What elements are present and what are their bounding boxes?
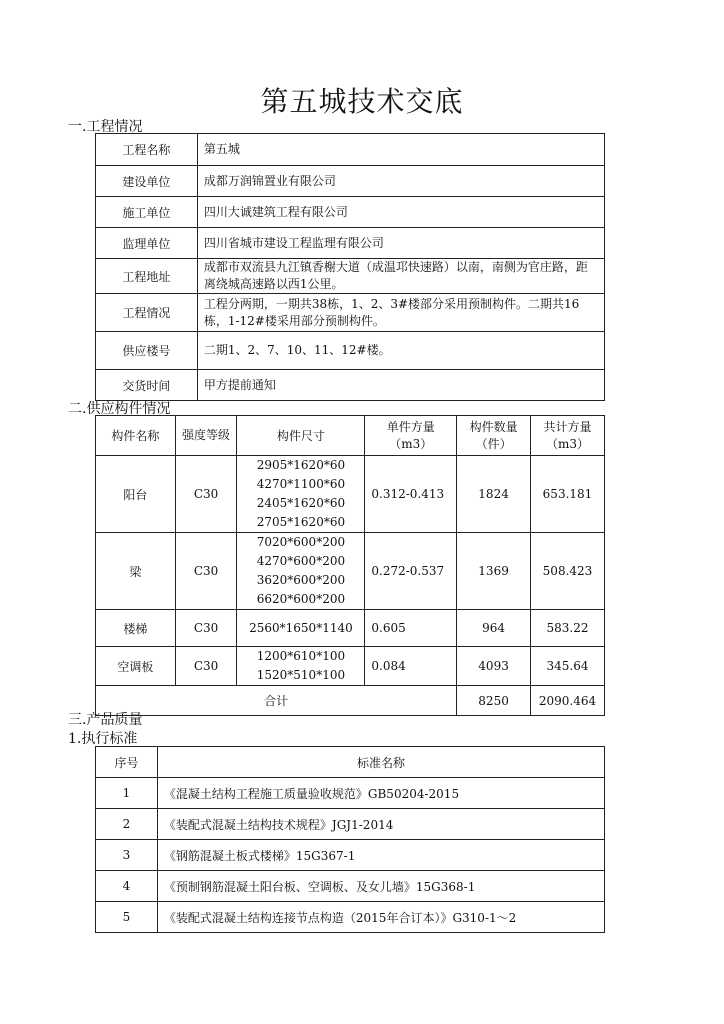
section-heading-project: 一.工程情况 [68,119,143,135]
standards-table [95,746,605,933]
row-value: 成都市双流县九江镇香榭大道（成温邛快速路）以南，南侧为官庄路，距离绕城高速路以西1公里。 [197,259,604,294]
component-size: 1200*610*100 [256,649,346,663]
standard-name: 《预制钢筋混凝土阳台板、空调板、及女儿墙》15G368-1 [157,871,604,902]
table-row [96,294,605,332]
component-grade: C30 [175,533,237,610]
component-size: 2560*1650*1140 [249,620,353,635]
standard-no: 1 [96,778,158,809]
project-info-table [95,133,605,401]
total-volume: 508.423 [530,533,604,610]
row-label: 工程情况 [96,294,198,332]
component-grade: C30 [175,610,237,647]
table-row [96,456,605,533]
row-label: 施工单位 [96,197,198,228]
component-size: 2905*1620*60 [256,458,346,472]
header-component-count [457,416,531,456]
header-component-size: 构件尺寸 [237,416,365,456]
total-volume: 345.64 [530,647,604,686]
unit-volume: 0.272-0.537 [365,533,457,610]
page-title: 第五城技术交底 [260,85,464,118]
component-name: 阳台 [96,456,176,533]
component-grade: C30 [175,647,237,686]
standard-no: 2 [96,809,158,840]
header-total-label: 共计方量 [543,419,592,434]
header-unit-volume-label: 单件方量 [386,419,435,434]
row-label: 工程名称 [96,134,198,166]
component-size: 2705*1620*60 [256,515,346,529]
component-sizes [237,533,365,610]
table-row [96,778,605,809]
component-sizes [237,610,365,647]
table-row [96,259,605,294]
standard-no: 5 [96,902,158,933]
table-row [96,647,605,686]
table-row [96,809,605,840]
sub-heading-standards: 1.执行标准 [68,731,138,747]
table-row [96,166,605,197]
header-component-name: 构件名称 [96,416,176,456]
row-label: 监理单位 [96,228,198,259]
header-unit-volume [365,416,457,456]
component-count: 964 [457,610,531,647]
component-table [95,415,605,716]
component-size: 4270*600*200 [256,554,346,568]
section-heading-quality: 三.产品质量 [68,712,143,728]
component-size: 6620*600*200 [256,592,346,606]
unit-volume: 0.084 [365,647,457,686]
table-row [96,871,605,902]
total-volume: 653.181 [530,456,604,533]
row-label: 建设单位 [96,166,198,197]
table-row [96,533,605,610]
table-row [96,370,605,401]
standard-name: 《混凝土结构工程施工质量验收规范》GB50204-2015 [157,778,604,809]
component-size: 4270*1100*60 [256,477,346,491]
standard-name: 《装配式混凝土结构技术规程》JGJ1-2014 [157,809,604,840]
total-label: 合计 [96,686,457,716]
table-row [96,332,605,370]
table-row [96,197,605,228]
table-row [96,134,605,166]
standard-no: 4 [96,871,158,902]
row-value: 甲方提前通知 [197,370,604,401]
row-value: 工程分两期，一期共38栋，1、2、3#楼部分采用预制构件。二期共16栋，1-12#楼采用部分预制构件。 [197,294,604,332]
section-heading-components: 二.供应构件情况 [68,401,171,417]
row-label: 供应楼号 [96,332,198,370]
row-value: 第五城 [197,134,604,166]
component-grade: C30 [175,456,237,533]
standard-name: 《装配式混凝土结构连接节点构造（2015年合订本）》G310-1～2 [157,902,604,933]
component-size: 7020*600*200 [256,535,346,549]
header-count-label: 构件数量 [469,419,518,434]
header-unit-volume-unit: （m3） [389,436,433,451]
header-total-unit: （m3） [545,436,589,451]
row-value: 二期1、2、7、10、11、12#楼。 [197,332,604,370]
component-size: 3620*600*200 [256,573,346,587]
component-name: 空调板 [96,647,176,686]
row-label: 交货时间 [96,370,198,401]
table-row [96,840,605,871]
component-name: 楼梯 [96,610,176,647]
table-row [96,228,605,259]
component-count: 1369 [457,533,531,610]
component-name: 梁 [96,533,176,610]
component-sizes [237,647,365,686]
header-total-volume [530,416,604,456]
total-volume-sum: 2090.464 [530,686,604,716]
table-row [96,902,605,933]
unit-volume: 0.312-0.413 [365,456,457,533]
row-value: 四川大诚建筑工程有限公司 [197,197,604,228]
component-sizes [237,456,365,533]
component-count: 4093 [457,647,531,686]
header-serial-no: 序号 [96,747,158,778]
header-strength-grade: 强度等级 [175,416,237,456]
header-count-unit: （件） [475,436,512,451]
total-volume: 583.22 [530,610,604,647]
component-size: 2405*1620*60 [256,496,346,510]
header-standard-name: 标准名称 [157,747,604,778]
table-row [96,610,605,647]
component-size: 1520*510*100 [256,668,346,682]
component-count: 1824 [457,456,531,533]
row-label: 工程地址 [96,259,198,294]
row-value: 成都万润锦置业有限公司 [197,166,604,197]
total-count: 8250 [457,686,531,716]
standard-no: 3 [96,840,158,871]
unit-volume: 0.605 [365,610,457,647]
row-value: 四川省城市建设工程监理有限公司 [197,228,604,259]
standard-name: 《钢筋混凝土板式楼梯》15G367-1 [157,840,604,871]
total-row [96,686,605,716]
